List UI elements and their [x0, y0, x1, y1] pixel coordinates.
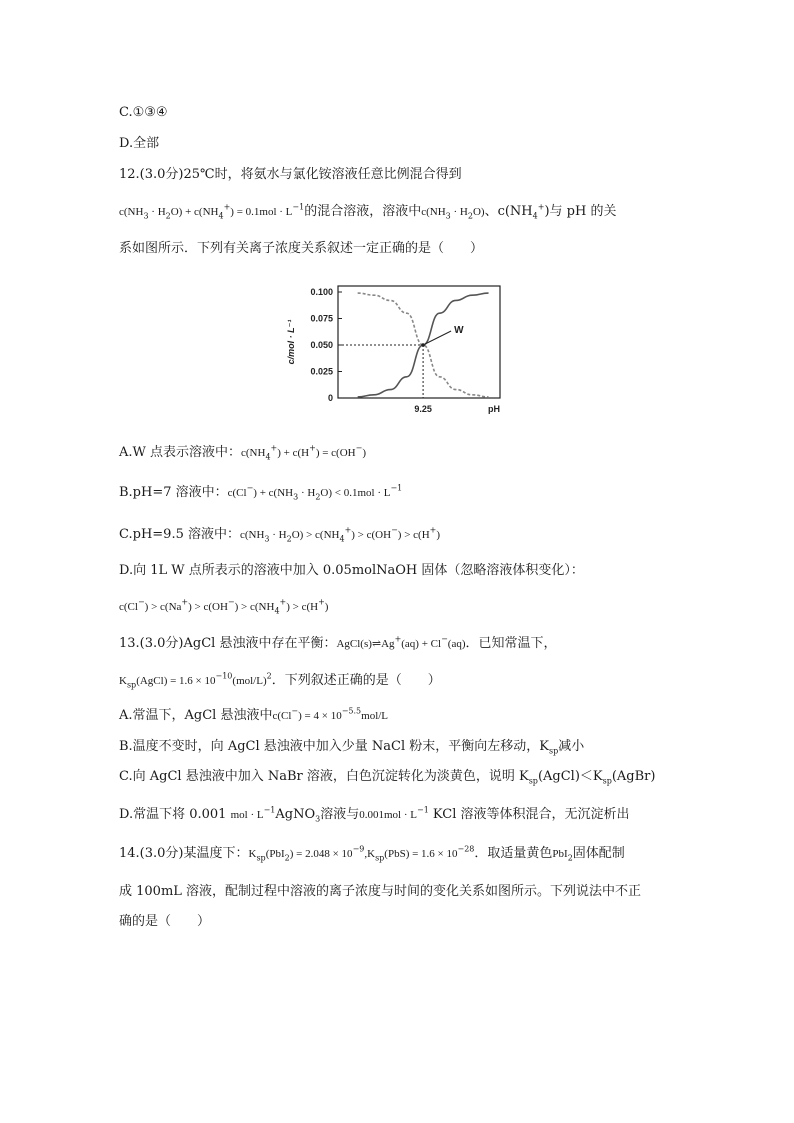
question-12-line-2: $c(NH_3 \cdot H_2O) + c(NH_4^+) = 0.1mol \cdot L^{-1}$的混合溶液，溶液中$c(NH_3 \cdot H_2O)$、$c(NH_4^+)$与 pH 的关 [119, 202, 617, 221]
question-14-stem: 14.(3.0分)某温度下：$K_{sp}(PbI_2) = 2.048 \times 10^{-9},K_{sp}(PbS) = 1.6 \times 10^{-28}$．取适量黄色PbI$_2$固体配制 [119, 844, 625, 863]
q13-option-c: C.向 AgCl 悬浊液中加入 NaBr 溶液，白色沉淀转化为淡黄色，说明 $K_{sp}(AgCl)<K_{sp}(AgBr)$ [119, 769, 656, 786]
w-point [421, 343, 425, 347]
question-13-stem: 13.(3.0分)AgCl 悬浊液中存在平衡：AgCl(s)⇌Ag+(aq) + Cl−(aq)．已知常温下， [119, 634, 557, 651]
x-axis-label: pH [488, 404, 500, 414]
question-12-line-3: 系如图所示．下列有关离子浓度关系叙述一定正确的是（ ） [119, 241, 484, 256]
question-14-line-3: 确的是（ ） [119, 914, 211, 929]
y-axis-label: c/mol · L⁻¹ [286, 319, 296, 365]
question-13-ksp: $K_{sp}(AgCl) = 1.6 \times 10^{-10}(mol/L)^2$．下列叙述正确的是（ ） [119, 671, 441, 690]
q12-option-a: A.W 点表示溶液中：$c(NH_4^+) + c(H^+) = c(OH^-)$ [119, 443, 366, 462]
x-tick-label: 9.25 [414, 404, 432, 414]
q13-option-a: A.常温下，AgCl 悬浊液中$c(Cl^-) = 4 \times 10^{-5.5}mol/L$ [119, 706, 389, 723]
y-tick-label: 0 [327, 393, 333, 403]
q13-option-b: B.温度不变时，向 AgCl 悬浊液中加入少量 NaCl 粉末，平衡向左移动，$K_{sp}$减小 [119, 739, 585, 756]
y-tick-label: 0.075 [310, 313, 333, 324]
question-12-stem: 12.(3.0分)25℃时，将氨水与氯化铵溶液任意比例混合得到 [119, 167, 462, 182]
w-label: W [454, 325, 464, 336]
q13-option-d: D.常温下将 0.001 mol · $L^{-1}AgNO_3$溶液与$0.001mol \cdot L^{-1}$ KCl 溶液等体积混合，无沉淀析出 [119, 805, 630, 824]
y-tick-label: 0.100 [310, 287, 333, 297]
q12-option-b: B.pH=7 溶液中：$c(Cl^-) + c(NH_3 \cdot H_2O) < 0.1mol \cdot L^{-1}$ [119, 483, 403, 502]
y-tick-label: 0.050 [310, 340, 333, 350]
option-d: D.全部 [119, 136, 160, 151]
q12-option-d-expression: $c(Cl^-) > c(Na^+) > c(OH^-) > c(NH_4^+) > c(H^+)$ [119, 597, 329, 616]
q12-option-c: C.pH=9.5 溶液中：$c(NH_3 \cdot H_2O) > c(NH_4^+) > c(OH^-) > c(H^+)$ [119, 525, 441, 544]
q12-option-d: D.向 1L W 点所表示的溶液中加入 0.05molNaOH 固体（忽略溶液体积变化）： [119, 563, 584, 578]
question-14-line-2: 成 100mL 溶液，配制过程中溶液的离子浓度与时间的变化关系如图所示。下列说法中不正 [119, 884, 642, 899]
y-tick-label: 0.025 [310, 366, 333, 377]
concentration-ph-chart [282, 278, 512, 418]
option-c: C.①③④ [119, 105, 168, 120]
